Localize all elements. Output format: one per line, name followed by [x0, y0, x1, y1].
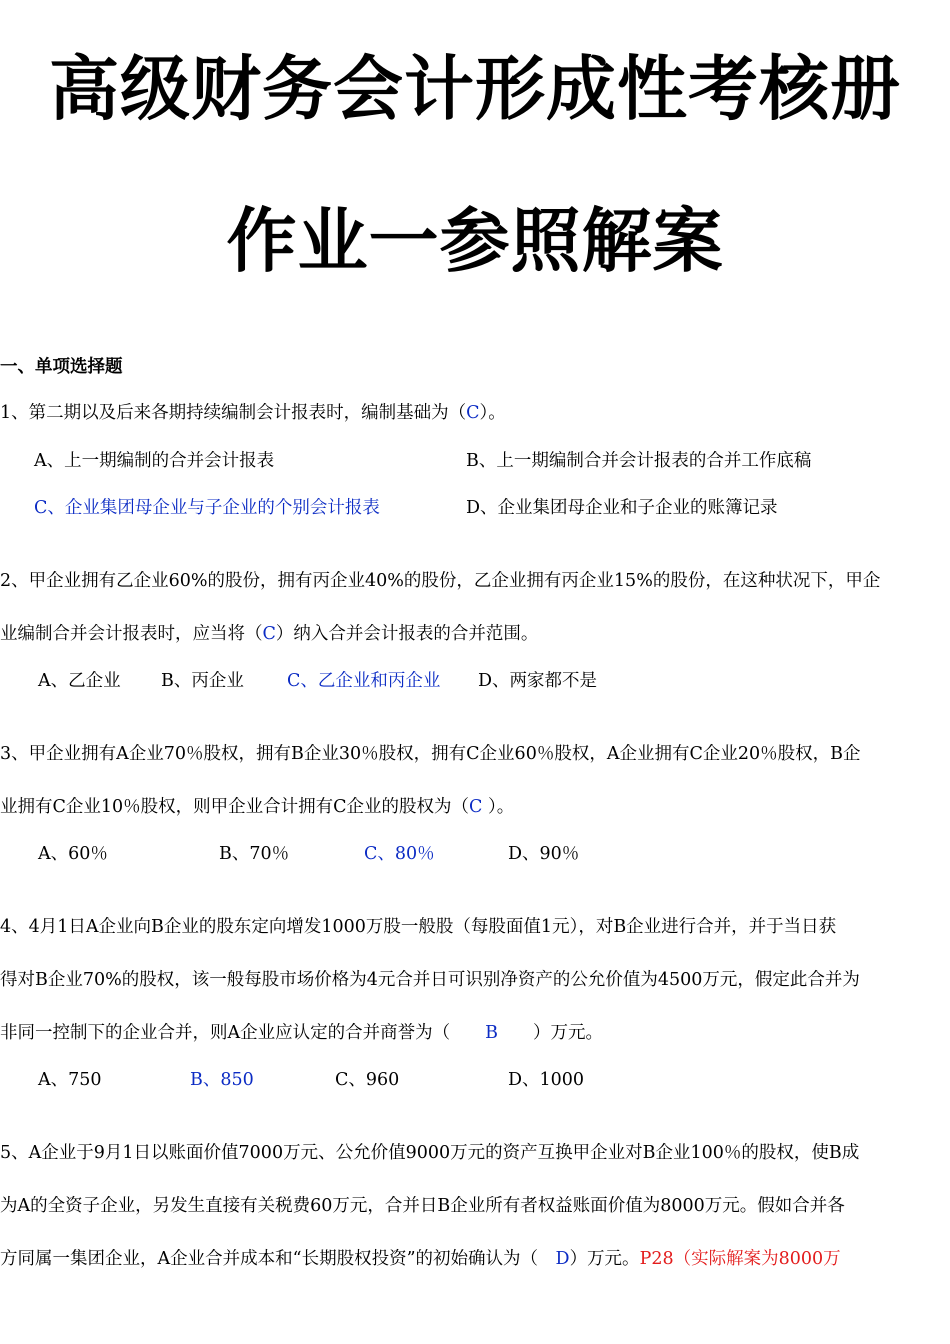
section-heading: 一、单项选择题	[0, 357, 123, 377]
question-3-option-a: A、60％	[38, 844, 108, 864]
question-3-option-d: D、90％	[508, 844, 580, 864]
stem-text: ）万元。	[569, 1249, 640, 1269]
question-1-option-b: B、上一期编制合并会计报表的合并工作底稿	[466, 451, 812, 471]
stem-text: 业编制合并会计报表时，应当将（	[0, 624, 263, 644]
stem-text: ）万元。	[498, 1023, 604, 1043]
question-5-stem-line-3	[0, 1245, 950, 1273]
stem-text: ）纳入合并会计报表的合并范围。	[275, 624, 539, 644]
question-4-option-c: C、960	[335, 1070, 400, 1090]
stem-text: ）。	[482, 797, 515, 817]
question-4-option-b: B、850	[190, 1070, 254, 1090]
stem-text: 方同属一集团企业，A企业合并成本和“长期股权投资”的初始确认为（	[0, 1249, 556, 1269]
question-1-option-a: A、上一期编制的合并会计报表	[34, 451, 275, 471]
question-1-option-d: D、企业集团母企业和子企业的账簿记录	[466, 498, 778, 518]
question-4-stem-line-3	[0, 1019, 950, 1047]
document-title-line-1: 高级财务会计形成性考核册	[49, 48, 901, 130]
stem-text: 业拥有C企业10％股权，则甲企业合计拥有C企业的股权为（	[0, 797, 470, 817]
question-4-option-d: D、1000	[508, 1070, 585, 1090]
page-reference-note: P28（实际解案为8000万	[639, 1249, 841, 1269]
question-3-stem-line-1: 3、甲企业拥有A企业70％股权，拥有B企业30％股权，拥有C企业60％股权，A企业拥有C企业20％股权，B企	[0, 744, 861, 764]
question-2-option-b: B、丙企业	[161, 671, 244, 691]
question-3-option-b: B、70％	[219, 844, 290, 864]
answer-letter: C	[469, 797, 483, 817]
question-3-stem-line-2	[0, 793, 950, 821]
answer-letter: C	[262, 624, 276, 644]
question-1-stem	[0, 399, 950, 427]
question-2-stem-line-2	[0, 620, 950, 648]
document-title-line-2: 作业一参照解案	[226, 200, 724, 282]
stem-text: ）。	[479, 403, 506, 423]
stem-text: 非同一控制下的企业合并，则A企业应认定的合并商誉为（	[0, 1023, 486, 1043]
question-2-option-c: C、乙企业和丙企业	[287, 671, 441, 691]
question-2-option-d: D、两家都不是	[478, 671, 598, 691]
question-2-option-a: A、乙企业	[38, 671, 121, 691]
question-2-stem-line-1: 2、甲企业拥有乙企业60%的股份，拥有丙企业40%的股份，乙企业拥有丙企业15%的股份，在这种状况下，甲企	[0, 571, 881, 591]
question-5-stem-line-2: 为A的全资子企业，另发生直接有关税费60万元，合并日B企业所有者权益账面价值为8000万元。假如合并各	[0, 1196, 845, 1216]
question-3-option-c: C、80％	[364, 844, 435, 864]
question-5-stem-line-1: 5、A企业于9月1日以账面价值7000万元、公允价值9000万元的资产互换甲企业对B企业100％的股权，使B成	[0, 1143, 860, 1163]
stem-text: 1、第二期以及后来各期持续编制会计报表时，编制基础为（	[0, 403, 467, 423]
answer-letter: D	[555, 1249, 570, 1269]
question-4-option-a: A、750	[38, 1070, 102, 1090]
question-1-option-c: C、企业集团母企业与子企业的个别会计报表	[34, 498, 380, 518]
answer-letter: B	[485, 1023, 499, 1043]
question-4-stem-line-1: 4、4月1日A企业向B企业的股东定向增发1000万股一般股（每股面值1元），对B企业进行合并，并于当日获	[0, 917, 837, 937]
answer-letter: C	[466, 403, 480, 423]
question-4-stem-line-2: 得对B企业70%的股权，该一般每股市场价格为4元合并日可识别净资产的公允价值为4500万元，假定此合并为	[0, 970, 860, 990]
